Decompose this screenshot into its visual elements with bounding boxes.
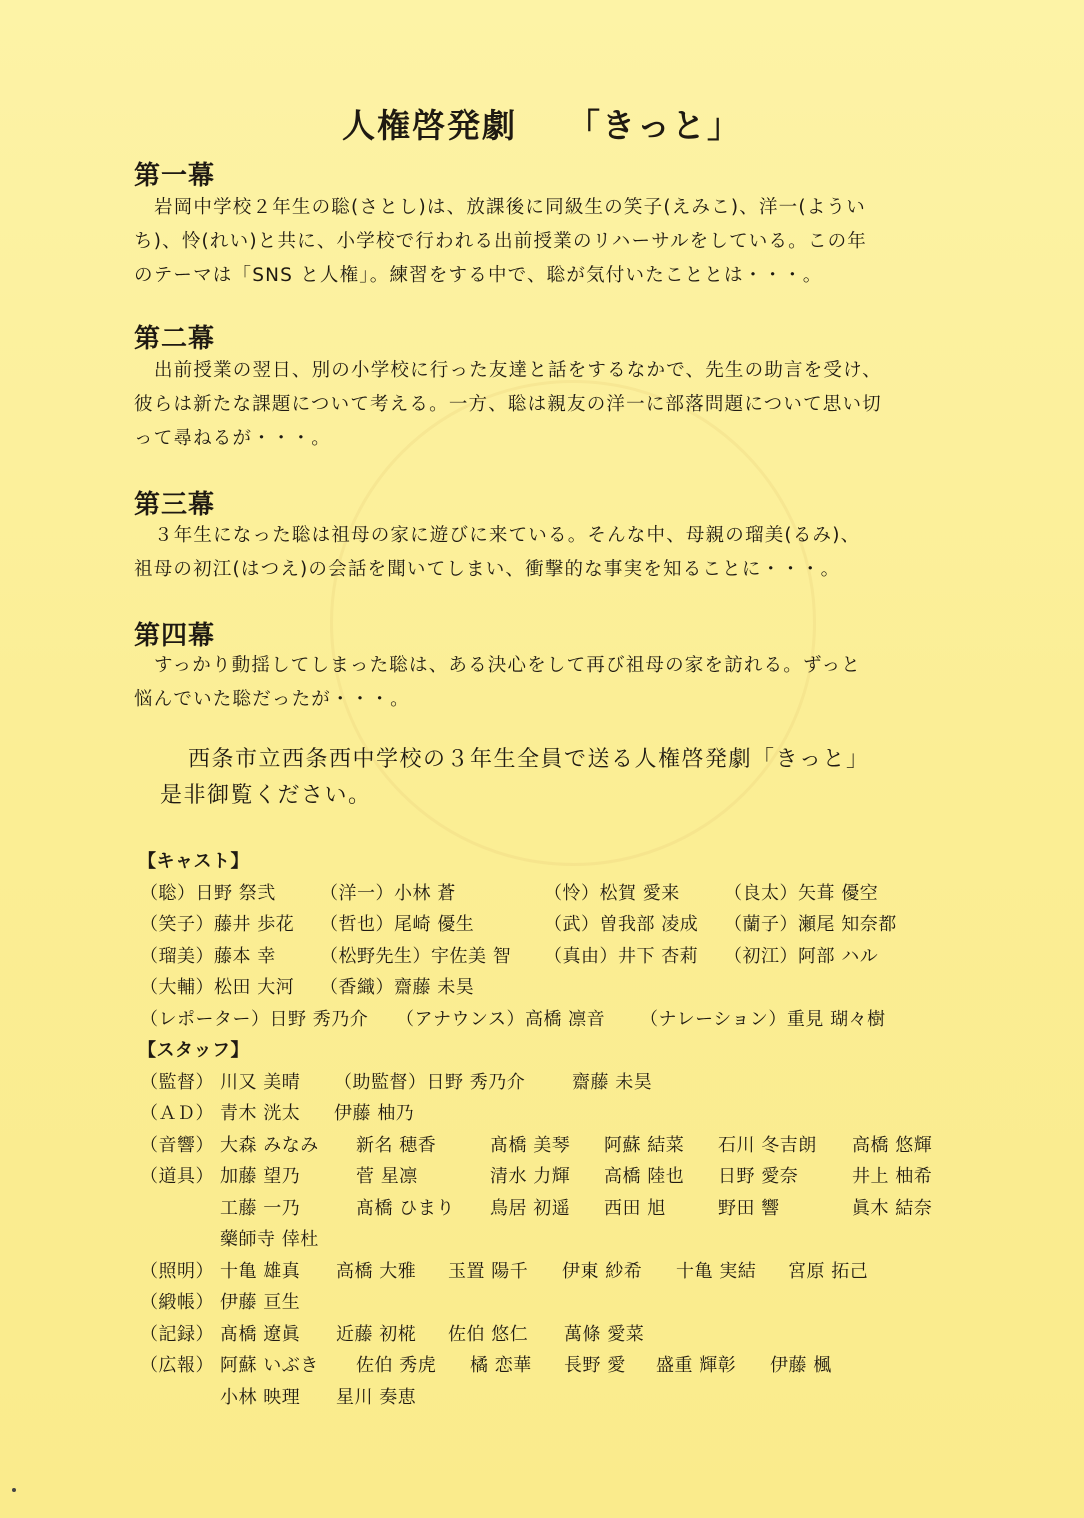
staff-name: 青木 洸太 [220,1103,301,1124]
staff-row [140,1161,966,1193]
act-2-line-1: 出前授業の翌日、別の小学校に行った友達と話をするなかで、先生の助言を受け、 [154,360,882,381]
act-2-synopsis [134,354,954,456]
cast-row [140,972,966,1004]
staff-name: 阿蘇 いぶき [220,1355,319,1376]
staff-row [140,1256,966,1288]
staff-name: 十亀 実結 [676,1260,757,1282]
act-2-heading: 第二幕 [134,324,216,354]
staff-name: 星川 奏恵 [336,1386,417,1408]
staff-row [146,1224,966,1256]
staff-row [140,1098,966,1130]
cast-entry: （洋一）小林 蒼 [320,882,456,904]
closing-message [160,742,870,814]
cast-entry: （蘭子）瀬尾 知奈都 [724,914,897,935]
staff-name: 長野 愛 [564,1355,626,1376]
staff-role: （道具） [140,1166,214,1187]
staff-name: 小林 映理 [220,1386,301,1408]
staff-role: （音響） [140,1134,214,1156]
staff-name: 野田 響 [718,1197,780,1219]
staff-name: 眞木 結奈 [852,1197,933,1219]
act-4-synopsis [134,649,954,717]
staff-row [140,1130,966,1162]
staff-name: 清水 力輝 [490,1166,571,1187]
cast-entry: （良太）矢葺 優空 [724,882,879,904]
staff-section-label: 【スタッフ】 [138,1040,249,1061]
title-main: 人権啓発劇 [342,106,517,145]
page-title [0,100,1084,147]
cast-entry: （松野先生）宇佐美 智 [320,945,512,967]
credits [138,846,966,1413]
cast-entry: （武）曽我部 凌成 [544,914,699,935]
cast-entry: （真由）井下 杏莉 [544,945,699,967]
cast-entry: （大輔）松田 大河 [140,977,295,998]
staff-row [140,1350,966,1382]
staff-name: 盛重 輝彰 [656,1355,737,1376]
staff-row [146,1382,966,1414]
staff-name: 菅 星凛 [356,1166,418,1187]
act-3-line-2: 祖母の初江(はつえ)の会話を聞いてしまい、衝撃的な事実を知ることに・・・。 [134,559,841,580]
cast-entry: （怜）松賀 愛来 [544,882,680,904]
staff-name: 伊藤 柚乃 [334,1103,415,1124]
staff-name: （助監督）日野 秀乃介 [334,1071,526,1093]
staff-name: 萬條 愛菜 [564,1323,645,1345]
staff-role: （広報） [140,1355,214,1376]
title-play-name: 「きっと」 [567,106,742,145]
act-3-line-1: ３年生になった聡は祖母の家に遊びに来ている。そんな中、母親の瑠美(るみ)、 [154,525,861,546]
cast-entry: （レポーター）日野 秀乃介 [140,1008,369,1030]
staff-name: 高橋 悠輝 [852,1134,933,1156]
staff-row [140,1319,966,1351]
act-1-line-3: のテーマは「SNS と人権」。練習をする中で、聡が気付いたこととは・・・。 [134,265,823,286]
staff-name: 阿蘇 結菜 [604,1134,685,1156]
staff-name: 髙橋 ひまり [356,1197,455,1219]
staff-name: 鳥居 初遥 [490,1197,571,1219]
staff-row [146,1193,966,1225]
staff-name: 近藤 初椛 [336,1323,417,1345]
act-3-heading: 第三幕 [134,490,216,520]
cast-row [140,878,966,910]
act-2-line-3: って尋ねるが・・・。 [134,428,332,449]
staff-role: （監督） [140,1071,214,1093]
staff-name: 伊藤 楓 [770,1355,832,1376]
staff-name: 玉置 陽千 [448,1260,529,1282]
staff-role: （緞帳） [140,1292,214,1313]
staff-name: 宮原 拓己 [788,1260,869,1282]
cast-section-label: 【キャスト】 [138,851,249,872]
staff-role: （記録） [140,1323,214,1345]
act-4-line-1: すっかり動揺してしまった聡は、ある決心をして再び祖母の家を訪れる。ずっと [154,655,861,676]
staff-name: 佐伯 秀虎 [356,1355,437,1376]
cast-row [140,909,966,941]
staff-role: （ＡＤ） [140,1103,214,1124]
staff-name: 藥師寺 倖杜 [220,1229,319,1250]
staff-name: 加藤 望乃 [220,1166,301,1187]
staff-name: 高橋 大雅 [336,1260,417,1282]
cast-entry: （香織）齋藤 未昊 [320,977,475,998]
staff-name: 伊藤 亘生 [220,1292,301,1313]
cast-entry: （ナレーション）重見 瑚々樹 [640,1008,886,1030]
staff-row [140,1287,966,1319]
staff-name: 新名 穂香 [356,1134,437,1156]
cast-row [140,1004,966,1036]
act-1-line-1: 岩岡中学校２年生の聡(さとし)は、放課後に同級生の笑子(えみこ)、洋一(ようい [154,197,866,218]
act-1-synopsis [134,191,954,293]
staff-name: 齋藤 未昊 [572,1071,653,1093]
staff-row [140,1067,966,1099]
cast-row [140,941,966,973]
cast-entry: （笑子）藤井 歩花 [140,914,295,935]
staff-role: （照明） [140,1260,214,1282]
closing-line-1: 西条市立西条西中学校の３年生全員で送る人権啓発劇「きっと」 [188,747,870,772]
staff-name: 工藤 一乃 [220,1197,301,1219]
act-2-line-2: 彼らは新たな課題について考える。一方、聡は親友の洋一に部落問題について思い切 [134,394,882,415]
act-4-line-2: 悩んでいた聡だったが・・・。 [134,689,410,710]
cast-entry: （聡）日野 祭弐 [140,882,276,904]
act-4-heading: 第四幕 [134,621,216,651]
act-1-heading: 第一幕 [134,161,216,191]
cast-entry: （初江）阿部 ハル [724,945,879,967]
cast-entry: （アナウンス）高橋 凛音 [396,1008,606,1030]
cast-entry: （瑠美）藤本 幸 [140,945,276,967]
cast-entry: （哲也）尾崎 優生 [320,914,475,935]
staff-name: 髙橋 美琴 [490,1134,571,1156]
staff-name: 橘 恋華 [470,1355,532,1376]
staff-name: 井上 柚希 [852,1166,933,1187]
staff-name: 大森 みなみ [220,1134,319,1156]
staff-name: 西田 旭 [604,1197,666,1219]
staff-name: 十亀 雄真 [220,1260,301,1282]
staff-name: 日野 愛奈 [718,1166,799,1187]
staff-name: 髙橋 遼眞 [220,1323,301,1345]
scan-speck [12,1488,16,1492]
staff-name: 伊東 紗希 [562,1260,643,1282]
staff-name: 佐伯 悠仁 [448,1323,529,1345]
staff-name: 川又 美晴 [220,1071,301,1093]
closing-line-2: 是非御覧ください。 [160,783,372,808]
act-3-synopsis [134,519,954,587]
staff-name: 高橋 陸也 [604,1166,685,1187]
staff-name: 石川 冬吉朗 [718,1134,817,1156]
act-1-line-2: ち)、怜(れい)と共に、小学校で行われる出前授業のリハーサルをしている。この年 [134,231,867,252]
